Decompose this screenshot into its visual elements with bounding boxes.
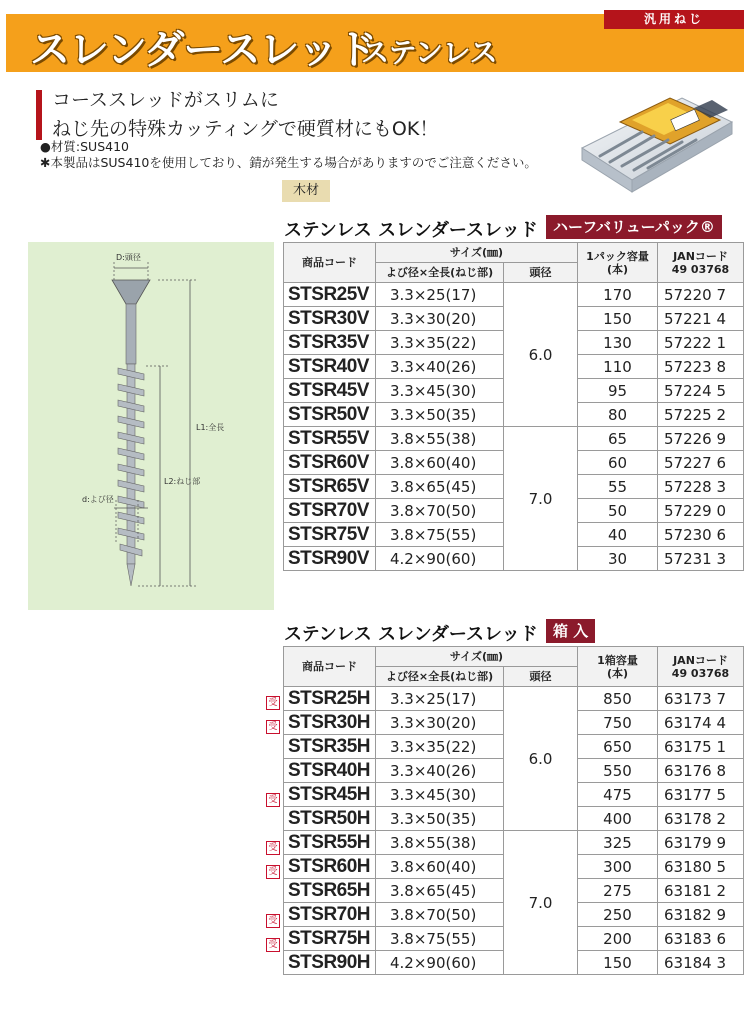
quantity: 170 bbox=[578, 283, 658, 307]
thread-length-label: L2:ねじ部 bbox=[164, 477, 201, 486]
quantity: 150 bbox=[578, 951, 658, 975]
size-spec: 3.3×30(20) bbox=[376, 307, 504, 331]
size-spec: 3.8×70(50) bbox=[376, 499, 504, 523]
quantity: 250 bbox=[578, 903, 658, 927]
jan-code: 57222 1 bbox=[658, 331, 744, 355]
jan-code: 63176 8 bbox=[658, 759, 744, 783]
made-to-order-mark: 受 bbox=[266, 865, 280, 879]
table-row bbox=[284, 687, 744, 711]
hdr-head: 頭径 bbox=[504, 667, 578, 687]
quantity: 650 bbox=[578, 735, 658, 759]
size-spec: 3.3×45(30) bbox=[376, 379, 504, 403]
jan-code: 63175 1 bbox=[658, 735, 744, 759]
product-code: STSR35H bbox=[284, 735, 376, 759]
hdr-product-code: 商品コード bbox=[284, 243, 376, 283]
product-code: STSR55V bbox=[284, 427, 376, 451]
total-length-label: L1:全長 bbox=[196, 423, 225, 432]
quantity: 850 bbox=[578, 687, 658, 711]
jan-code: 63181 2 bbox=[658, 879, 744, 903]
quantity: 400 bbox=[578, 807, 658, 831]
quantity: 60 bbox=[578, 451, 658, 475]
jan-code: 57225 2 bbox=[658, 403, 744, 427]
jan-code: 57224 5 bbox=[658, 379, 744, 403]
jan-code: 57221 4 bbox=[658, 307, 744, 331]
size-spec: 3.8×55(38) bbox=[376, 427, 504, 451]
size-spec: 3.3×50(35) bbox=[376, 403, 504, 427]
size-spec: 3.3×25(17) bbox=[376, 283, 504, 307]
product-code: STSR30V bbox=[284, 307, 376, 331]
screw-diagram bbox=[28, 242, 274, 610]
size-spec: 3.3×45(30) bbox=[376, 783, 504, 807]
half-value-pack-badge: ハーフバリューパック® bbox=[546, 215, 722, 239]
made-to-order-mark: 受 bbox=[266, 841, 280, 855]
hdr-product-code: 商品コード bbox=[284, 647, 376, 687]
product-code: STSR25V bbox=[284, 283, 376, 307]
product-code: STSR70H bbox=[284, 903, 376, 927]
product-code: STSR25H bbox=[284, 687, 376, 711]
product-code: STSR60H bbox=[284, 855, 376, 879]
jan-code: 63182 9 bbox=[658, 903, 744, 927]
jan-code: 63183 6 bbox=[658, 927, 744, 951]
head-diameter-label: D:頭径 bbox=[116, 253, 141, 262]
jan-code: 63174 4 bbox=[658, 711, 744, 735]
quantity: 750 bbox=[578, 711, 658, 735]
table-row bbox=[284, 283, 744, 307]
jan-code: 63184 3 bbox=[658, 951, 744, 975]
quantity: 65 bbox=[578, 427, 658, 451]
quantity: 50 bbox=[578, 499, 658, 523]
size-spec: 4.2×90(60) bbox=[376, 951, 504, 975]
hdr-jan: JANコード 49 03768 bbox=[658, 647, 744, 687]
material-note: ●材質:SUS410 bbox=[40, 139, 129, 154]
quantity: 130 bbox=[578, 331, 658, 355]
head-diameter: 6.0 bbox=[504, 283, 578, 427]
tagline-line-2: ねじ先の特殊カッティングで硬質材にもOK！ bbox=[52, 118, 439, 140]
size-spec: 3.3×40(26) bbox=[376, 355, 504, 379]
table2-title: ステンレス スレンダースレッド bbox=[284, 624, 538, 645]
product-code: STSR50V bbox=[284, 403, 376, 427]
table-row bbox=[284, 831, 744, 855]
product-code: STSR45H bbox=[284, 783, 376, 807]
quantity: 55 bbox=[578, 475, 658, 499]
category-badge: 汎用ねじ bbox=[604, 10, 744, 29]
size-spec: 4.2×90(60) bbox=[376, 547, 504, 571]
quantity: 80 bbox=[578, 403, 658, 427]
hdr-head: 頭径 bbox=[504, 263, 578, 283]
size-spec: 3.3×25(17) bbox=[376, 687, 504, 711]
product-code: STSR90H bbox=[284, 951, 376, 975]
product-code: STSR35V bbox=[284, 331, 376, 355]
head-diameter: 7.0 bbox=[504, 427, 578, 571]
jan-code: 57230 6 bbox=[658, 523, 744, 547]
jan-code: 63179 9 bbox=[658, 831, 744, 855]
size-spec: 3.8×70(50) bbox=[376, 903, 504, 927]
size-spec: 3.8×60(40) bbox=[376, 451, 504, 475]
size-spec: 3.3×30(20) bbox=[376, 711, 504, 735]
made-to-order-mark: 受 bbox=[266, 696, 280, 710]
hdr-size: サイズ(㎜) bbox=[376, 647, 578, 667]
product-code: STSR55H bbox=[284, 831, 376, 855]
jan-code: 57226 9 bbox=[658, 427, 744, 451]
size-spec: 3.3×50(35) bbox=[376, 807, 504, 831]
jan-code: 63178 2 bbox=[658, 807, 744, 831]
package-photo bbox=[572, 70, 742, 200]
tagline bbox=[52, 86, 438, 144]
product-code: STSR70V bbox=[284, 499, 376, 523]
jan-code: 57231 3 bbox=[658, 547, 744, 571]
jan-code: 63180 5 bbox=[658, 855, 744, 879]
product-code: STSR65H bbox=[284, 879, 376, 903]
size-spec: 3.8×75(55) bbox=[376, 927, 504, 951]
table1-title: ステンレス スレンダースレッド bbox=[284, 220, 538, 241]
wood-tag: 木材 bbox=[282, 180, 330, 202]
quantity: 110 bbox=[578, 355, 658, 379]
boxed-badge: 箱 入 bbox=[546, 619, 595, 643]
product-subtitle: ステンレス bbox=[361, 36, 498, 69]
product-code: STSR60V bbox=[284, 451, 376, 475]
table1 bbox=[283, 242, 744, 571]
head-diameter: 7.0 bbox=[504, 831, 578, 975]
hdr-pack-qty: 1パック容量 (本) bbox=[578, 243, 658, 283]
quantity: 300 bbox=[578, 855, 658, 879]
made-to-order-mark: 受 bbox=[266, 938, 280, 952]
quantity: 150 bbox=[578, 307, 658, 331]
screw-diagram-panel bbox=[28, 242, 274, 610]
size-spec: 3.3×40(26) bbox=[376, 759, 504, 783]
quantity: 30 bbox=[578, 547, 658, 571]
tagline-accent-bar bbox=[36, 90, 42, 140]
tagline-line-1: コーススレッドがスリムに bbox=[52, 89, 279, 111]
nominal-diameter-label: d:よび径 bbox=[82, 495, 114, 504]
product-code: STSR40H bbox=[284, 759, 376, 783]
product-code: STSR75V bbox=[284, 523, 376, 547]
quantity: 325 bbox=[578, 831, 658, 855]
jan-code: 57220 7 bbox=[658, 283, 744, 307]
product-code: STSR75H bbox=[284, 927, 376, 951]
jan-code: 57227 6 bbox=[658, 451, 744, 475]
size-spec: 3.3×35(22) bbox=[376, 735, 504, 759]
product-code: STSR45V bbox=[284, 379, 376, 403]
made-to-order-mark: 受 bbox=[266, 793, 280, 807]
caution-note: ✱本製品はSUS410を使用しており、錆が発生する場合がありますのでご注意ください。 bbox=[40, 155, 537, 170]
size-spec: 3.8×65(45) bbox=[376, 879, 504, 903]
hdr-box-qty: 1箱容量 (本) bbox=[578, 647, 658, 687]
product-code: STSR40V bbox=[284, 355, 376, 379]
product-title: スレンダースレッド bbox=[30, 27, 376, 73]
size-spec: 3.8×55(38) bbox=[376, 831, 504, 855]
quantity: 40 bbox=[578, 523, 658, 547]
hdr-size: サイズ(㎜) bbox=[376, 243, 578, 263]
made-to-order-mark: 受 bbox=[266, 720, 280, 734]
jan-code: 63173 7 bbox=[658, 687, 744, 711]
jan-code: 57223 8 bbox=[658, 355, 744, 379]
size-spec: 3.8×60(40) bbox=[376, 855, 504, 879]
table-row bbox=[284, 427, 744, 451]
product-code: STSR30H bbox=[284, 711, 376, 735]
product-code: STSR90V bbox=[284, 547, 376, 571]
quantity: 475 bbox=[578, 783, 658, 807]
hdr-jan: JANコード 49 03768 bbox=[658, 243, 744, 283]
quantity: 550 bbox=[578, 759, 658, 783]
hdr-size-sub: よび径×全長(ねじ部) bbox=[376, 263, 504, 283]
table2 bbox=[283, 646, 744, 975]
product-code: STSR65V bbox=[284, 475, 376, 499]
quantity: 275 bbox=[578, 879, 658, 903]
product-code: STSR50H bbox=[284, 807, 376, 831]
size-spec: 3.8×65(45) bbox=[376, 475, 504, 499]
jan-code: 63177 5 bbox=[658, 783, 744, 807]
head-diameter: 6.0 bbox=[504, 687, 578, 831]
quantity: 95 bbox=[578, 379, 658, 403]
size-spec: 3.3×35(22) bbox=[376, 331, 504, 355]
size-spec: 3.8×75(55) bbox=[376, 523, 504, 547]
jan-code: 57228 3 bbox=[658, 475, 744, 499]
quantity: 200 bbox=[578, 927, 658, 951]
made-to-order-mark: 受 bbox=[266, 914, 280, 928]
hdr-size-sub: よび径×全長(ねじ部) bbox=[376, 667, 504, 687]
jan-code: 57229 0 bbox=[658, 499, 744, 523]
